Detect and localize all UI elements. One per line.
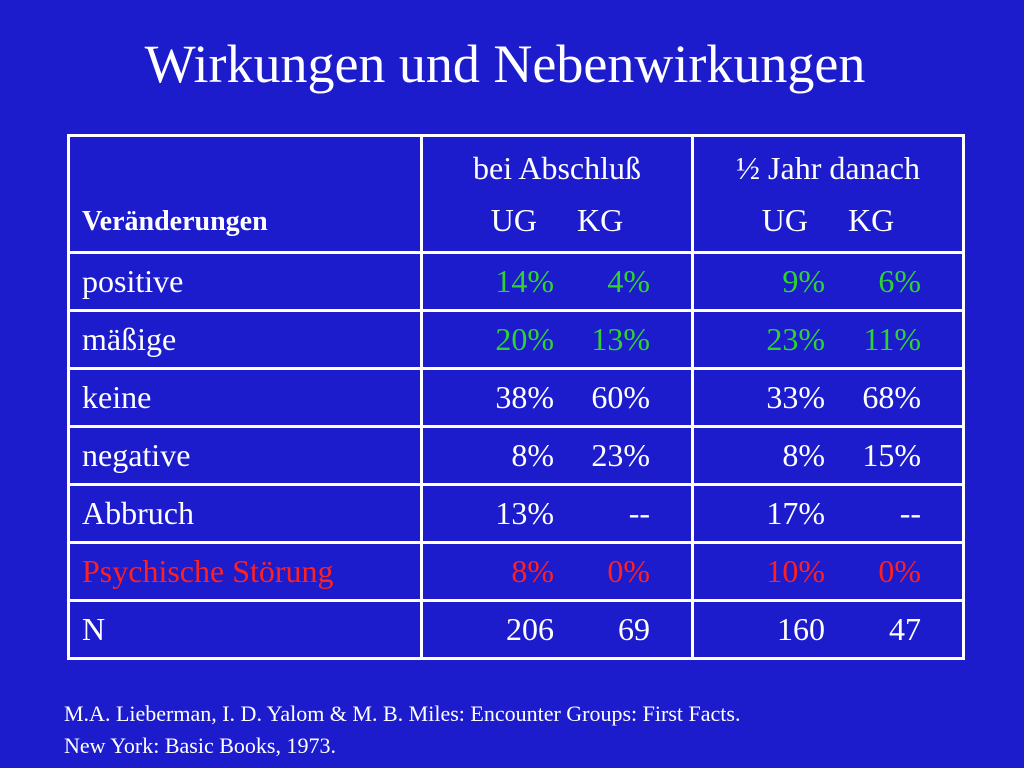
- value-kg: 4%: [607, 263, 650, 299]
- subheader-ug: UG: [761, 202, 808, 238]
- cell-completion: [422, 311, 693, 369]
- value-ug: 20%: [495, 321, 554, 357]
- value-ug: 10%: [766, 553, 825, 589]
- row-label: keine: [69, 369, 422, 427]
- row-label: Abbruch: [69, 485, 422, 543]
- group-label-half-year: ½ Jahr danach: [736, 150, 920, 186]
- value-kg: 13%: [591, 321, 650, 357]
- citation-line-1: M.A. Lieberman, I. D. Yalom & M. B. Miles: Encounter Groups: First Facts.: [64, 701, 741, 726]
- value-ug: 33%: [766, 379, 825, 415]
- row-label: N: [69, 601, 422, 659]
- cell-half-year: [693, 543, 964, 601]
- cell-completion: [422, 253, 693, 311]
- table-row: [69, 311, 964, 369]
- table-row: [69, 369, 964, 427]
- subheader-kg: KG: [577, 202, 624, 238]
- value-kg: 47: [889, 611, 921, 647]
- table-header-row: [69, 136, 964, 253]
- results-table: [67, 134, 965, 660]
- value-kg: --: [628, 495, 650, 531]
- subheader-ug: UG: [490, 202, 537, 238]
- value-ug: 8%: [782, 437, 825, 473]
- table-body: [69, 253, 964, 659]
- value-ug: 23%: [766, 321, 825, 357]
- row-label: positive: [69, 253, 422, 311]
- value-ug: 9%: [782, 263, 825, 299]
- value-kg: --: [899, 495, 921, 531]
- header-cell-changes: [69, 136, 422, 253]
- value-ug: 17%: [766, 495, 825, 531]
- subheader-half-year: [694, 194, 962, 246]
- value-ug: 14%: [495, 263, 554, 299]
- cell-half-year: [693, 311, 964, 369]
- value-kg: 11%: [863, 321, 921, 357]
- row-label: Psychische Störung: [69, 543, 422, 601]
- cell-completion: [422, 543, 693, 601]
- citation: [64, 698, 740, 762]
- cell-half-year: [693, 601, 964, 659]
- subheader-completion: [423, 194, 691, 246]
- value-ug: 8%: [511, 437, 554, 473]
- value-kg: 68%: [862, 379, 921, 415]
- cell-half-year: [693, 427, 964, 485]
- cell-half-year: [693, 369, 964, 427]
- value-ug: 160: [777, 611, 825, 647]
- cell-half-year: [693, 485, 964, 543]
- cell-completion: [422, 369, 693, 427]
- value-kg: 60%: [591, 379, 650, 415]
- value-kg: 0%: [607, 553, 650, 589]
- table-row: [69, 485, 964, 543]
- value-ug: 8%: [511, 553, 554, 589]
- value-kg: 6%: [878, 263, 921, 299]
- row-label: mäßige: [69, 311, 422, 369]
- row-label: negative: [69, 427, 422, 485]
- cell-completion: [422, 601, 693, 659]
- subheader-kg: KG: [848, 202, 895, 238]
- cell-completion: [422, 427, 693, 485]
- slide-title: Wirkungen und Nebenwirkungen: [144, 34, 866, 94]
- value-kg: 15%: [862, 437, 921, 473]
- citation-line-2: New York: Basic Books, 1973.: [64, 733, 336, 758]
- table-row: [69, 253, 964, 311]
- table-row: [69, 543, 964, 601]
- group-label-completion: bei Abschluß: [473, 150, 641, 186]
- cell-half-year: [693, 253, 964, 311]
- column-label-changes: Veränderungen: [82, 206, 268, 237]
- value-ug: 13%: [495, 495, 554, 531]
- value-kg: 23%: [591, 437, 650, 473]
- header-cell-half-year: [693, 136, 964, 253]
- header-cell-completion: [422, 136, 693, 253]
- value-kg: 0%: [878, 553, 921, 589]
- value-kg: 69: [618, 611, 650, 647]
- cell-completion: [422, 485, 693, 543]
- table-row: [69, 601, 964, 659]
- value-ug: 38%: [495, 379, 554, 415]
- value-ug: 206: [506, 611, 554, 647]
- table-row: [69, 427, 964, 485]
